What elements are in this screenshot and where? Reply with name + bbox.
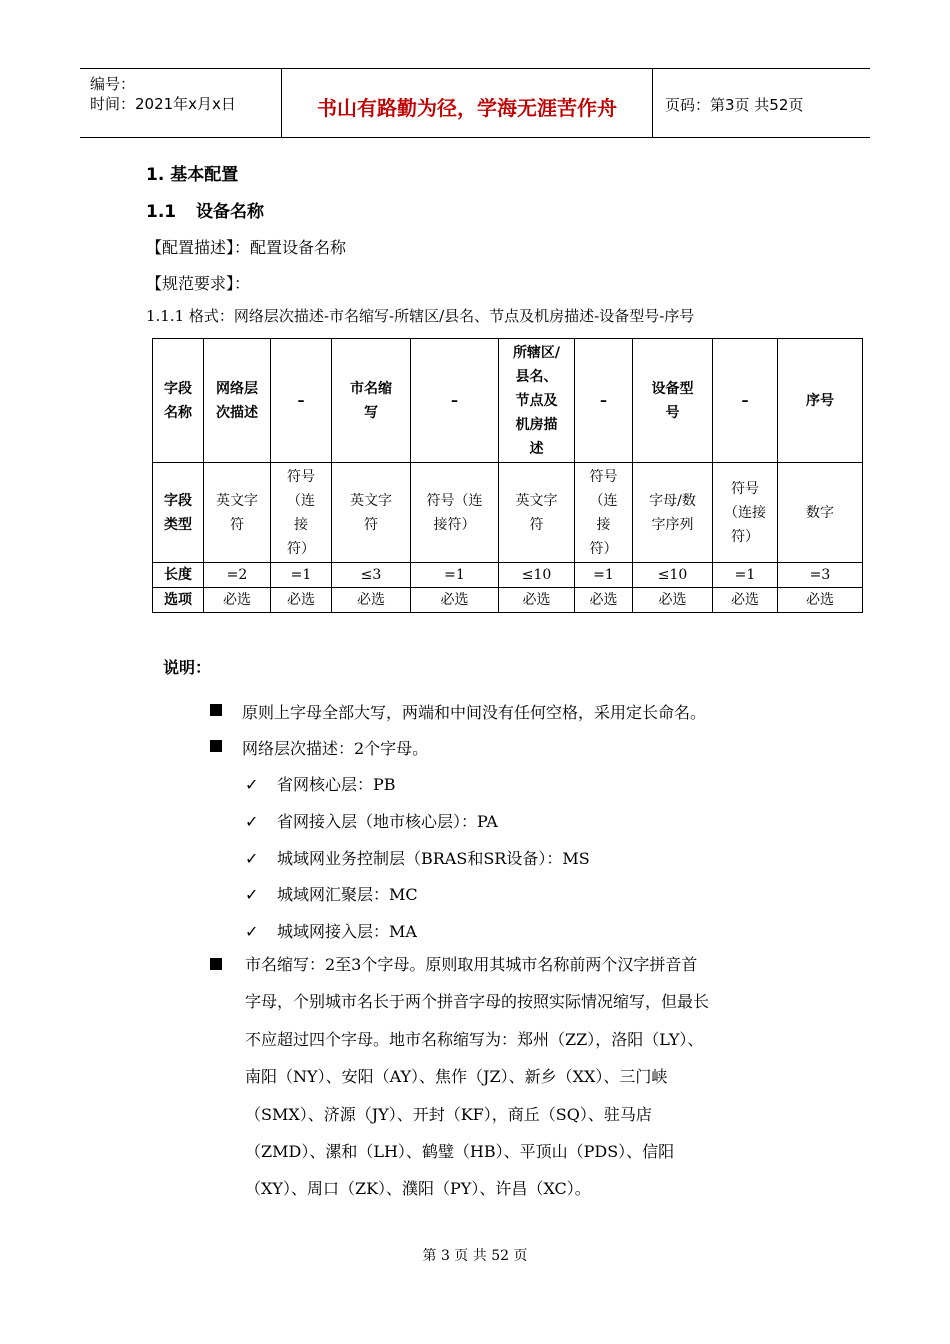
table-cell: 符号 （连接 符） — [713, 463, 778, 563]
checkmark-icon: ✓ — [245, 922, 259, 941]
subsection-title: 设备名称 — [196, 202, 264, 222]
check-text: 省网接入层（地市核心层）：PA — [277, 812, 498, 831]
check-item — [245, 772, 396, 795]
table-cell: 必选 — [713, 588, 778, 613]
table-cell: 所辖区/ 县名、 节点及 机房描 述 — [499, 339, 575, 463]
row-header-cell: 长度 — [153, 563, 204, 588]
check-item — [245, 809, 498, 832]
notes-title: 说明： — [163, 658, 212, 677]
paragraph-line: 南阳（NY）、安阳（AY）、焦作（JZ）、新乡（XX）、三门峡 — [245, 1067, 668, 1087]
page-header — [80, 68, 870, 138]
bullet-text: 网络层次描述：2个字母。 — [242, 739, 429, 758]
paragraph-line: （XY）、周口（ZK）、濮阳（PY）、许昌（XC）。 — [245, 1179, 591, 1199]
header-page-cell — [653, 69, 870, 137]
square-bullet-icon — [210, 704, 222, 716]
subsection-heading — [146, 197, 264, 222]
checkmark-icon: ✓ — [245, 775, 259, 794]
check-text: 城域网接入层：MA — [277, 922, 417, 941]
table-cell: 数字 — [778, 463, 863, 563]
bullet-text: 原则上字母全部大写，两端和中间没有任何空格，采用定长命名。 — [242, 703, 707, 722]
table-cell: – — [575, 339, 633, 463]
square-bullet-icon — [210, 958, 222, 970]
page-number-label: 页码：第3页 共52页 — [665, 96, 804, 114]
city-abbrev-paragraph — [245, 946, 805, 1208]
section-heading: 1. 基本配置 — [146, 165, 239, 185]
table-cell: 字母/数 字序列 — [633, 463, 713, 563]
table-cell: 序号 — [778, 339, 863, 463]
number-label: 编号： — [90, 75, 136, 93]
table-cell: 设备型 号 — [633, 339, 713, 463]
bullet-item — [210, 955, 242, 974]
table-cell: =1 — [713, 563, 778, 588]
table-row — [153, 588, 863, 613]
table-cell: 英文字 符 — [499, 463, 575, 563]
checkmark-icon: ✓ — [245, 849, 259, 868]
table-cell: 英文字 符 — [332, 463, 411, 563]
row-header-cell: 字段 名称 — [153, 339, 204, 463]
table-cell: =1 — [575, 563, 633, 588]
check-item — [245, 846, 590, 869]
check-text: 城域网汇聚层：MC — [277, 885, 418, 904]
table-cell: =1 — [411, 563, 499, 588]
naming-spec-table — [152, 338, 863, 613]
table-cell: 必选 — [499, 588, 575, 613]
table-cell: =3 — [778, 563, 863, 588]
table-cell: 市名缩 写 — [332, 339, 411, 463]
table-row — [153, 339, 863, 463]
table-cell: 符号 （连 接 符） — [271, 463, 332, 563]
checkmark-icon: ✓ — [245, 885, 259, 904]
table-cell: – — [271, 339, 332, 463]
check-text: 城域网业务控制层（BRAS和SR设备）：MS — [277, 849, 590, 868]
table-cell: =1 — [271, 563, 332, 588]
row-header-cell: 字段 类型 — [153, 463, 204, 563]
spec-requirement: 【规范要求】： — [146, 274, 251, 293]
checkmark-icon: ✓ — [245, 812, 259, 831]
check-item — [245, 882, 418, 905]
table-cell: 英文字 符 — [204, 463, 271, 563]
paragraph-line: （SMX）、济源（JY）、开封（KF），商丘（SQ）、驻马店 — [245, 1104, 652, 1124]
format-line: 1.1.1 格式：网络层次描述-市名缩写-所辖区/县名、节点及机房描述-设备型号-序号 — [146, 307, 695, 325]
motto: 书山有路勤为径，学海无涯苦作舟 — [317, 96, 617, 120]
header-left-cell — [80, 69, 281, 137]
subsection-number: 1.1 — [146, 202, 177, 222]
bullet-item — [210, 736, 428, 759]
table-cell: 符号（连 接符） — [411, 463, 499, 563]
paragraph-line: （ZMD）、漯和（LH）、鹤璧（HB）、平顶山（PDS）、信阳 — [245, 1142, 675, 1162]
paragraph-line: 市名缩写：2至3个字母。原则取用其城市名称前两个汉字拼音首 — [245, 955, 698, 974]
paragraph-line: 不应超过四个字母。地市名称缩写为：郑州（ZZ），洛阳（LY）、 — [245, 1029, 704, 1049]
check-text: 省网核心层：PB — [277, 775, 396, 794]
row-header-cell: 选项 — [153, 588, 204, 613]
table-cell: 必选 — [411, 588, 499, 613]
table-cell: ≤10 — [499, 563, 575, 588]
table-cell: 符号 （连 接 符） — [575, 463, 633, 563]
table-cell: 必选 — [204, 588, 271, 613]
table-cell: ≤10 — [633, 563, 713, 588]
table-cell: – — [411, 339, 499, 463]
square-bullet-icon — [210, 740, 222, 752]
table-row — [153, 563, 863, 588]
date-label: 时间：2021年x月x日 — [90, 95, 236, 113]
config-description: 【配置描述】：配置设备名称 — [146, 238, 347, 257]
check-item — [245, 919, 417, 942]
table-cell: 必选 — [332, 588, 411, 613]
table-cell: 网络层 次描述 — [204, 339, 271, 463]
table-cell: =2 — [204, 563, 271, 588]
table-cell: 必选 — [778, 588, 863, 613]
bullet-item — [210, 700, 706, 723]
table-cell: – — [713, 339, 778, 463]
table-cell: 必选 — [633, 588, 713, 613]
page-footer: 第 3 页 共 52 页 — [422, 1248, 528, 1264]
table-cell: ≤3 — [332, 563, 411, 588]
paragraph-line: 字母，个别城市名长于两个拼音字母的按照实际情况缩写，但最长 — [245, 992, 710, 1012]
table-cell: 必选 — [575, 588, 633, 613]
table-row — [153, 463, 863, 563]
header-motto-cell — [281, 69, 653, 137]
table-cell: 必选 — [271, 588, 332, 613]
